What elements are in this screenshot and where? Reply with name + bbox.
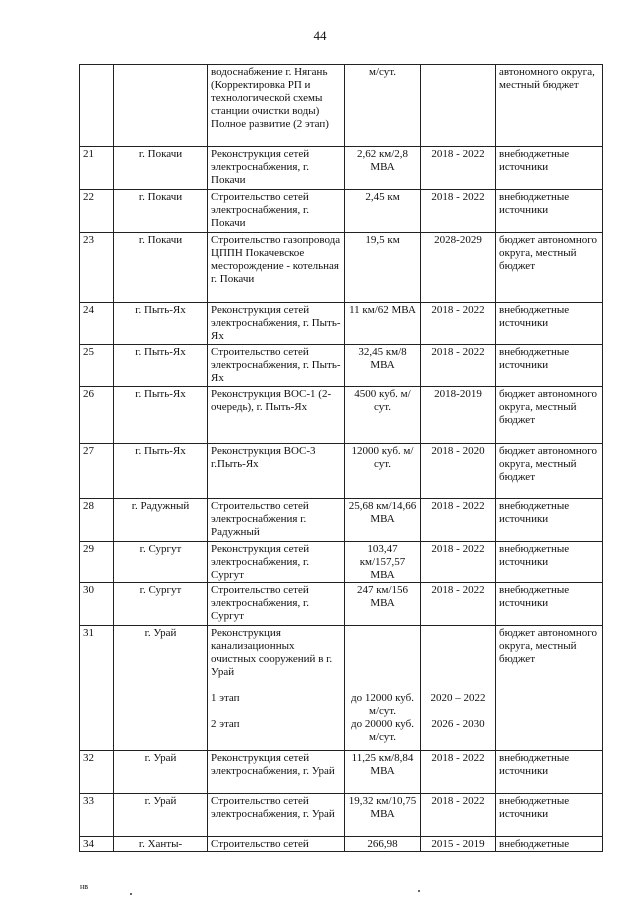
funding-source-cell: автономного округа, местный бюджет <box>496 65 603 147</box>
city-cell: г. Радужный <box>114 499 208 542</box>
period-cell: 2018 - 2022 <box>421 583 496 626</box>
row-number: 33 <box>80 794 114 837</box>
funding-source-cell: бюджет автономного округа, местный бюджет <box>496 444 603 499</box>
project-name-cell: Строительство сетей электроснабжения, г. Урай <box>208 794 345 837</box>
row-number: 26 <box>80 387 114 444</box>
infrastructure-projects-table <box>79 64 603 852</box>
capacity-cell: 247 км/156 МВА <box>345 583 421 626</box>
capacity-cell: 11 км/62 МВА <box>345 303 421 345</box>
city-cell: г. Урай <box>114 751 208 794</box>
city-cell: г. Покачи <box>114 190 208 233</box>
funding-source-cell: бюджет автономного округа, местный бюджет <box>496 626 603 751</box>
funding-source-cell: внебюджетные источники <box>496 499 603 542</box>
stage-period: 2026 - 2030 <box>431 718 485 730</box>
period-cell: 2018 - 2022 <box>421 542 496 583</box>
project-name-cell <box>208 626 345 751</box>
capacity-cell: 4500 куб. м/сут. <box>345 387 421 444</box>
city-cell: г. Пыть-Ях <box>114 387 208 444</box>
project-name-cell: Реконструкция сетей электроснабжения, г. Урай <box>208 751 345 794</box>
table-row <box>80 303 603 345</box>
period-cell <box>421 626 496 751</box>
city-cell: г. Пыть-Ях <box>114 303 208 345</box>
capacity-cell: 32,45 км/8 МВА <box>345 345 421 387</box>
stage-capacity: до 20000 куб. м/сут. <box>351 718 414 743</box>
project-name-cell: Строительство сетей электроснабжения, г. Сургут <box>208 583 345 626</box>
footer-initials: нв <box>80 882 89 891</box>
period-cell: 2015 - 2019 <box>421 837 496 852</box>
city-cell: г. Покачи <box>114 147 208 190</box>
capacity-cell: 19,5 км <box>345 233 421 303</box>
project-name-cell: Строительство сетей электроснабжения, г. Покачи <box>208 190 345 233</box>
period-cell: 2018 - 2022 <box>421 345 496 387</box>
project-name-cell: Реконструкция ВОС-1 (2- очередь), г. Пыть-Ях <box>208 387 345 444</box>
row-number: 23 <box>80 233 114 303</box>
table-row <box>80 751 603 794</box>
funding-source-cell: внебюджетные источники <box>496 303 603 345</box>
city-cell: г. Урай <box>114 794 208 837</box>
row-number: 27 <box>80 444 114 499</box>
row-number: 32 <box>80 751 114 794</box>
stage-label: 1 этап <box>211 692 240 704</box>
table-row <box>80 837 603 852</box>
period-cell: 2018 - 2022 <box>421 190 496 233</box>
city-cell: г. Сургут <box>114 542 208 583</box>
row-number <box>80 65 114 147</box>
capacity-cell: 2,45 км <box>345 190 421 233</box>
row-number: 29 <box>80 542 114 583</box>
scan-speck <box>130 893 132 895</box>
table-row <box>80 233 603 303</box>
row-number: 31 <box>80 626 114 751</box>
table-row <box>80 542 603 583</box>
row-number: 34 <box>80 837 114 852</box>
table-row <box>80 345 603 387</box>
row-number: 25 <box>80 345 114 387</box>
city-cell: г. Покачи <box>114 233 208 303</box>
page-number: 44 <box>313 28 327 43</box>
project-name: Реконструкция канализационных очистных сооружений в г. Урай <box>211 627 333 678</box>
row-number: 22 <box>80 190 114 233</box>
period-cell: 2018 - 2020 <box>421 444 496 499</box>
period-cell: 2018 - 2022 <box>421 147 496 190</box>
funding-source-cell: бюджет автономного округа, местный бюджет <box>496 233 603 303</box>
table-row <box>80 583 603 626</box>
row-number: 30 <box>80 583 114 626</box>
project-name-cell: Строительство сетей <box>208 837 345 852</box>
table-row <box>80 387 603 444</box>
project-name-cell: Реконструкция сетей электроснабжения, г. Сургут <box>208 542 345 583</box>
funding-source-cell: внебюджетные источники <box>496 583 603 626</box>
capacity-cell: 12000 куб. м/сут. <box>345 444 421 499</box>
funding-source-cell: внебюджетные <box>496 837 603 852</box>
funding-source-cell: внебюджетные источники <box>496 345 603 387</box>
city-cell: г. Ханты- <box>114 837 208 852</box>
period-cell: 2018-2019 <box>421 387 496 444</box>
period-cell: 2018 - 2022 <box>421 751 496 794</box>
project-name-cell: Реконструкция ВОС-3 г.Пыть-Ях <box>208 444 345 499</box>
table-row <box>80 190 603 233</box>
project-name-cell: Строительство сетей электроснабжения г. Радужный <box>208 499 345 542</box>
funding-source-cell: внебюджетные источники <box>496 190 603 233</box>
city-cell: г. Сургут <box>114 583 208 626</box>
capacity-cell: 25,68 км/14,66 МВА <box>345 499 421 542</box>
table-row <box>80 444 603 499</box>
capacity-cell: 103,47 км/157,57 МВА <box>345 542 421 583</box>
period-cell: 2018 - 2022 <box>421 499 496 542</box>
project-name-cell: водоснабжение г. Нягань (Корректировка РП и технологической схемы станции очистки воды) Полное развитие (2 этап) <box>208 65 345 147</box>
table-row <box>80 65 603 147</box>
funding-source-cell: внебюджетные источники <box>496 794 603 837</box>
period-cell <box>421 65 496 147</box>
stage-period: 2020 – 2022 <box>430 692 486 704</box>
table-row <box>80 147 603 190</box>
stage-label: 2 этап <box>211 718 240 730</box>
project-name-cell: Строительство газопровода ЦППН Покачевское месторождение - котельная г. Покачи <box>208 233 345 303</box>
funding-source-cell: бюджет автономного округа, местный бюджет <box>496 387 603 444</box>
stage-capacity: до 12000 куб. м/сут. <box>351 692 414 717</box>
scan-speck <box>418 890 420 892</box>
row-number: 24 <box>80 303 114 345</box>
project-name-cell: Реконструкция сетей электроснабжения, г. Пыть-Ях <box>208 303 345 345</box>
capacity-cell: 266,98 <box>345 837 421 852</box>
period-cell: 2028-2029 <box>421 233 496 303</box>
project-name-cell: Реконструкция сетей электроснабжения, г. Покачи <box>208 147 345 190</box>
capacity-cell: м/сут. <box>345 65 421 147</box>
city-cell <box>114 65 208 147</box>
table-row <box>80 626 603 751</box>
period-cell: 2018 - 2022 <box>421 303 496 345</box>
capacity-cell: 11,25 км/8,84 МВА <box>345 751 421 794</box>
row-number: 21 <box>80 147 114 190</box>
funding-source-cell: внебюджетные источники <box>496 147 603 190</box>
city-cell: г. Пыть-Ях <box>114 345 208 387</box>
city-cell: г. Пыть-Ях <box>114 444 208 499</box>
capacity-cell <box>345 626 421 751</box>
project-name-cell: Строительство сетей электроснабжения, г. Пыть-Ях <box>208 345 345 387</box>
funding-source-cell: внебюджетные источники <box>496 542 603 583</box>
city-cell: г. Урай <box>114 626 208 751</box>
funding-source-cell: внебюджетные источники <box>496 751 603 794</box>
row-number: 28 <box>80 499 114 542</box>
capacity-cell: 19,32 км/10,75 МВА <box>345 794 421 837</box>
period-cell: 2018 - 2022 <box>421 794 496 837</box>
capacity-cell: 2,62 км/2,8 МВА <box>345 147 421 190</box>
table-row <box>80 794 603 837</box>
table-row <box>80 499 603 542</box>
